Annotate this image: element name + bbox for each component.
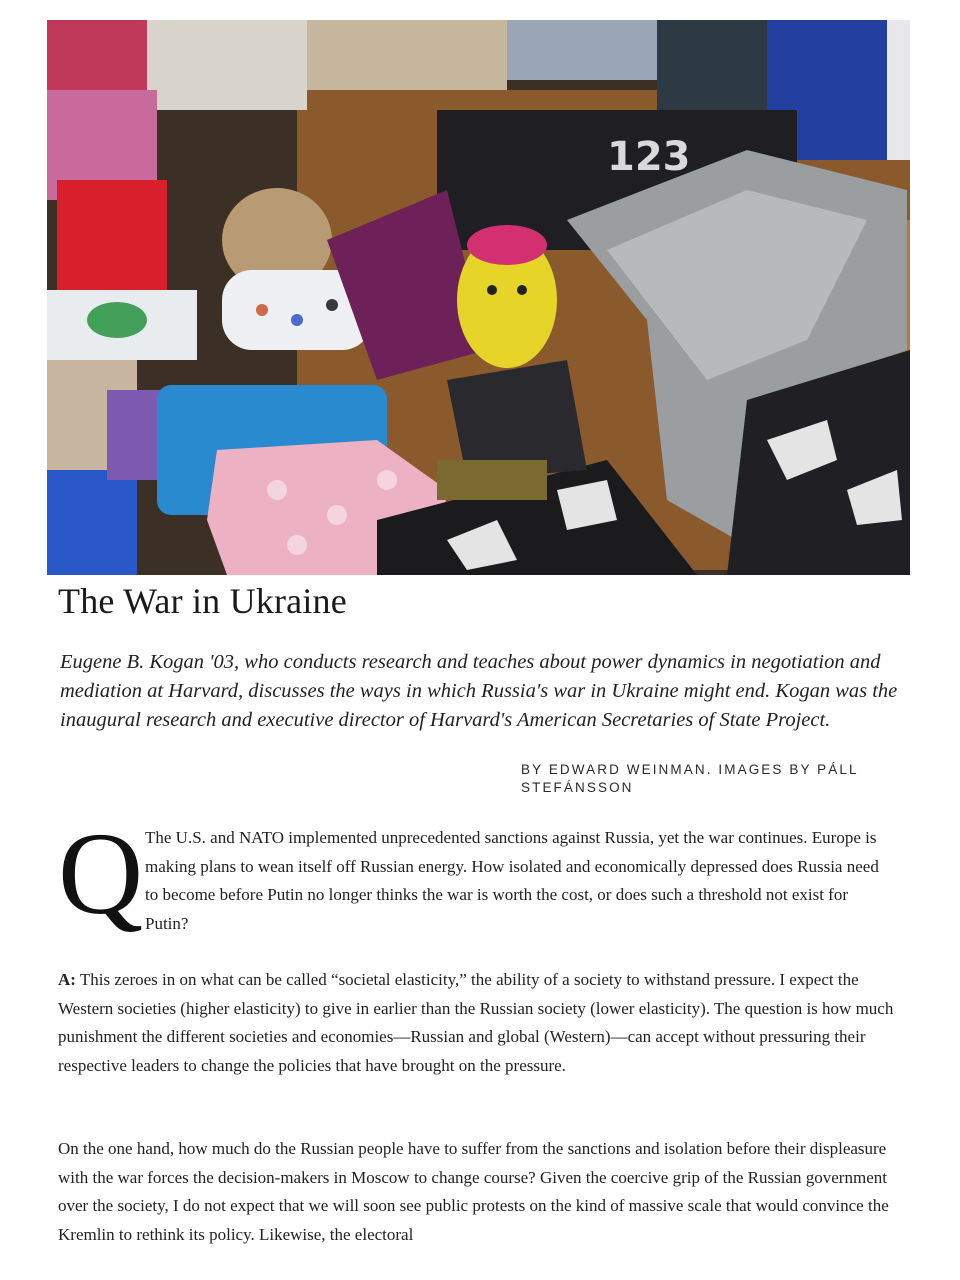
- body-paragraph-2: On the one hand, how much do the Russian people have to suffer from the sanctions and isolation before their displeasure with the war forces the decision-makers in Moscow to change course? Given the coercive grip of the Russian government over the society, I do not expect that we will soon see public protests on the kind of massive scale that would convince the Kremlin to rethink its policy. Likewise, the electoral: [58, 1139, 889, 1244]
- answer-label: A:: [58, 970, 76, 989]
- svg-text:123: 123: [607, 134, 691, 180]
- byline: BY EDWARD WEINMAN. IMAGES BY PÁLL STEFÁNSSON: [521, 762, 859, 795]
- article-dek: Eugene B. Kogan '03, who conducts research and teaches about power dynamics in negotiation and mediation at Harvard, discusses the ways in which Russia's war in Ukraine might end. Kogan was the inaugural research and executive director of Harvard's American Secretaries of State Project.: [60, 651, 898, 731]
- answer-paragraph: [58, 966, 903, 1080]
- article-title: The War in Ukraine: [58, 581, 347, 621]
- drop-cap: Q: [58, 808, 144, 939]
- hero-photo: [47, 20, 910, 575]
- question-text: The U.S. and NATO implemented unprecedented sanctions against Russia, yet the war continues. Europe is making plans to wean itself off Russian energy. How isolated and economically depressed does Russia need to become before Putin no longer thinks the war is worth the cost, or does such a threshold not exist for Putin?: [145, 828, 879, 933]
- answer-text: This zeroes in on what can be called “societal elasticity,” the ability of a society to withstand pressure. I expect the Western societies (higher elasticity) to give in earlier than the Russian society (lower elasticity). The question is how much punishment the different societies and economies—Russian and global (Western)—can accept without pressuring their respective leaders to change the policies that have brought on the pressure.: [58, 970, 894, 1075]
